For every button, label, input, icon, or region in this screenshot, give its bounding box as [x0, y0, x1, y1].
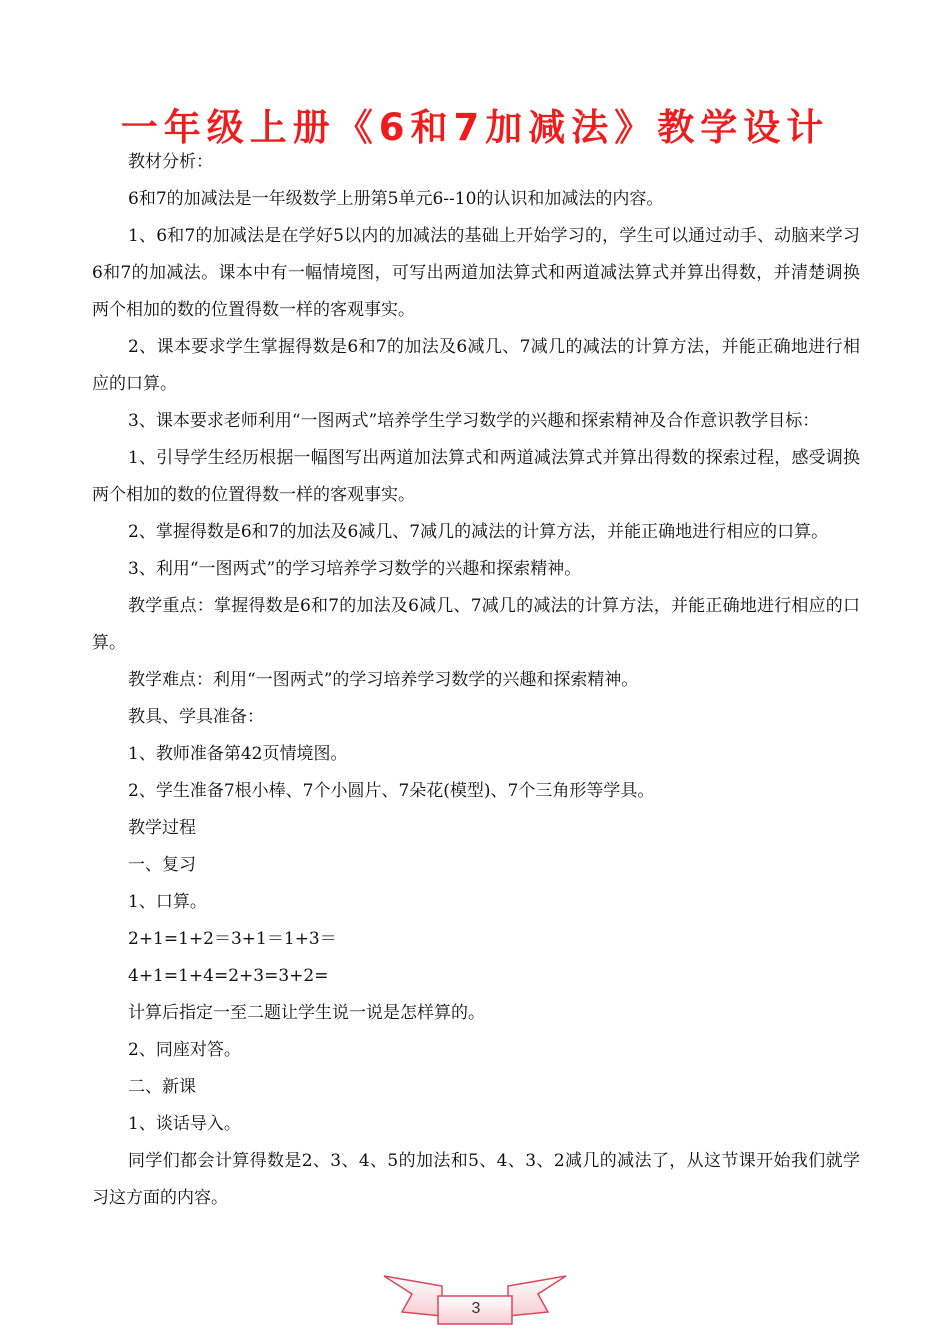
paragraph: 3、课本要求老师利用“一图两式”培养学生学习数学的兴趣和探索精神及合作意识教学目标： — [128, 411, 820, 431]
paragraph: 4+1=1+4=2+3=3+2= — [128, 966, 329, 986]
paragraph: 计算后指定一至二题让学生说一说是怎样算的。 — [128, 1003, 485, 1023]
paragraph: 2、同座对答。 — [128, 1040, 241, 1060]
paragraph: 教学重点：掌握得数是6和7的加法及6减几、7减几的减法的计算方法，并能正确地进行相应的口算。 — [92, 596, 860, 653]
paragraph: 教具、学具准备： — [128, 707, 264, 727]
paragraph: 3、利用“一图两式”的学习培养学习数学的兴趣和探索精神。 — [128, 559, 582, 579]
paragraph: 1、教师准备第42页情境图。 — [128, 744, 348, 764]
paragraph: 2、掌握得数是6和7的加法及6减几、7减几的减法的计算方法，并能正确地进行相应的口算。 — [128, 522, 829, 542]
paragraph: 教材分析： — [128, 152, 213, 172]
paragraph: 2+1=1+2＝3+1＝1+3＝ — [128, 929, 337, 949]
document-title: 一年级上册《6和7加减法》教学设计 — [120, 106, 830, 149]
paragraph: 2、学生准备7根小棒、7个小圆片、7朵花(模型)、7个三角形等学具。 — [128, 781, 655, 801]
paragraph: 1、引导学生经历根据一幅图写出两道加法算式和两道减法算式并算出得数的探索过程，感受调换两个相加的数的位置得数一样的客观事实。 — [92, 448, 860, 505]
paragraph: 1、6和7的加减法是在学好5以内的加减法的基础上开始学习的，学生可以通过动手、动脑来学习6和7的加减法。课本中有一幅情境图，可写出两道加法算式和两道减法算式并算出得数，并清楚调换两个相加的数的位置得数一样的客观事实。 — [92, 226, 860, 320]
paragraph: 同学们都会计算得数是2、3、4、5的加法和5、4、3、2减几的减法了，从这节课开始我们就学习这方面的内容。 — [92, 1151, 860, 1208]
paragraph: 2、课本要求学生掌握得数是6和7的加法及6减几、7减几的减法的计算方法，并能正确地进行相应的口算。 — [92, 337, 860, 394]
paragraph: 一、复习 — [128, 855, 196, 875]
paragraph: 教学过程 — [128, 818, 196, 838]
paragraph: 二、新课 — [128, 1077, 196, 1097]
paragraph: 6和7的加减法是一年级数学上册第5单元6--10的认识和加减法的内容。 — [128, 189, 664, 209]
paragraph: 教学难点：利用“一图两式”的学习培养学习数学的兴趣和探索精神。 — [128, 670, 639, 690]
paragraph: 1、口算。 — [128, 892, 207, 912]
paragraph: 1、谈话导入。 — [128, 1114, 241, 1134]
document-body — [92, 144, 860, 1217]
page-number: 3 — [471, 1300, 481, 1317]
